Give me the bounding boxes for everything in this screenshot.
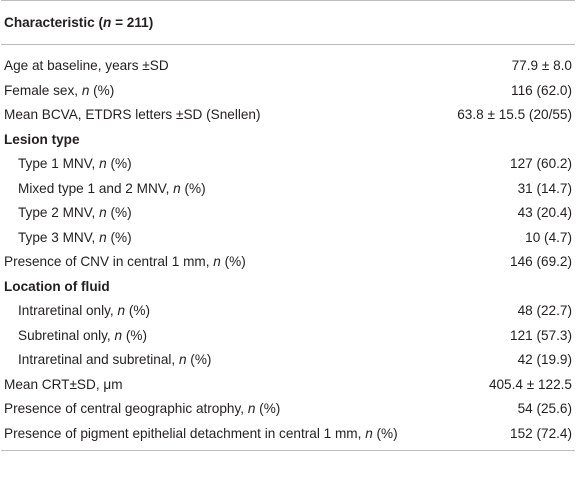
section-heading-cell bbox=[1, 275, 421, 300]
characteristic-italic: n bbox=[99, 205, 107, 220]
characteristic-suffix: (%) bbox=[220, 254, 246, 269]
characteristic-cell bbox=[1, 45, 421, 79]
value-cell: 42 (19.9) bbox=[517, 352, 572, 367]
characteristic-text: Type 1 MNV, bbox=[18, 156, 100, 171]
characteristic-suffix: (%) bbox=[106, 156, 132, 171]
table-row bbox=[1, 422, 575, 451]
characteristic-text: Female sex, bbox=[4, 82, 82, 98]
value-cell bbox=[421, 275, 575, 300]
value-cell: 146 (69.2) bbox=[510, 254, 572, 269]
characteristic-italic: n bbox=[99, 229, 107, 245]
value-cell bbox=[421, 128, 575, 153]
characteristic-text: Type 2 MNV, bbox=[18, 205, 100, 220]
table-header-row bbox=[1, 1, 575, 45]
characteristic-text: Presence of pigment epithelial detachment in central 1 mm, bbox=[4, 425, 366, 441]
table-row bbox=[1, 324, 575, 349]
table-row bbox=[1, 397, 575, 422]
header-italic: n bbox=[102, 15, 112, 30]
header-prefix: Characteristic ( bbox=[4, 15, 103, 30]
value-cell: 54 (25.6) bbox=[517, 401, 572, 416]
characteristic-italic: n bbox=[213, 254, 221, 269]
characteristic-italic: n bbox=[178, 352, 187, 367]
table-row bbox=[1, 79, 575, 104]
characteristic-suffix: (%) bbox=[106, 205, 132, 220]
characteristic-cell bbox=[1, 201, 421, 226]
characteristic-text: Presence of central geographic atrophy, bbox=[4, 401, 248, 416]
value-cell: 48 (22.7) bbox=[517, 303, 572, 318]
characteristic-suffix: (%) bbox=[89, 82, 115, 98]
baseline-characteristics-table bbox=[1, 0, 575, 451]
section-heading-row bbox=[1, 275, 575, 300]
table-row bbox=[1, 103, 575, 128]
value-cell: 63.8 ± 15.5 (20/55) bbox=[457, 107, 572, 122]
characteristic-text: Subretinal only, bbox=[18, 327, 115, 343]
value-cell: 43 (20.4) bbox=[517, 205, 572, 220]
characteristic-text: Presence of CNV in central 1 mm, bbox=[4, 254, 214, 269]
characteristic-cell bbox=[1, 422, 421, 451]
characteristic-italic: n bbox=[173, 180, 181, 196]
table-body bbox=[1, 45, 575, 451]
characteristic-cell bbox=[1, 177, 421, 202]
table-row bbox=[1, 226, 575, 251]
header-suffix: = 211) bbox=[111, 15, 154, 30]
characteristic-text: Location of fluid bbox=[4, 278, 110, 294]
table-header-cell bbox=[1, 1, 575, 45]
characteristic-cell bbox=[1, 250, 421, 275]
table-row bbox=[1, 177, 575, 202]
characteristic-text: Mean BCVA, ETDRS letters ±SD (Snellen) bbox=[4, 107, 261, 122]
characteristic-text: Mean CRT±SD, μm bbox=[4, 376, 123, 392]
characteristic-text: Age at baseline, years ±SD bbox=[4, 58, 169, 73]
characteristic-italic: n bbox=[81, 82, 90, 98]
table-row bbox=[1, 45, 575, 79]
value-cell: 121 (57.3) bbox=[510, 327, 572, 343]
characteristic-text: Mixed type 1 and 2 MNV, bbox=[18, 180, 174, 196]
table-row bbox=[1, 348, 575, 373]
value-cell: 116 (62.0) bbox=[511, 82, 572, 98]
characteristic-italic: n bbox=[117, 303, 126, 318]
section-heading-row bbox=[1, 128, 575, 153]
table-row bbox=[1, 250, 575, 275]
characteristic-text: Type 3 MNV, bbox=[18, 229, 100, 245]
table-row bbox=[1, 152, 575, 177]
value-cell: 31 (14.7) bbox=[517, 180, 572, 196]
characteristic-suffix: (%) bbox=[255, 401, 281, 416]
section-heading-cell bbox=[1, 128, 421, 153]
characteristic-cell bbox=[1, 103, 421, 128]
characteristic-italic: n bbox=[114, 327, 123, 343]
value-cell: 127 (60.2) bbox=[510, 156, 572, 171]
characteristic-suffix: (%) bbox=[186, 352, 212, 367]
value-cell: 10 (4.7) bbox=[525, 229, 572, 245]
characteristic-cell bbox=[1, 348, 421, 373]
value-cell: 405.4 ± 122.5 bbox=[488, 376, 572, 392]
table-row bbox=[1, 373, 575, 398]
characteristic-suffix: (%) bbox=[372, 425, 398, 441]
table-row bbox=[1, 299, 575, 324]
characteristic-cell bbox=[1, 226, 421, 251]
characteristic-italic: n bbox=[247, 401, 256, 416]
characteristic-cell bbox=[1, 299, 421, 324]
characteristic-suffix: (%) bbox=[122, 327, 147, 343]
characteristic-cell bbox=[1, 373, 421, 398]
characteristic-text: Intraretinal only, bbox=[18, 303, 118, 318]
characteristic-italic: n bbox=[99, 156, 107, 171]
characteristic-cell bbox=[1, 397, 421, 422]
value-cell: 77.9 ± 8.0 bbox=[511, 58, 572, 73]
characteristic-suffix: (%) bbox=[106, 229, 132, 245]
characteristic-cell bbox=[1, 79, 421, 104]
table-row bbox=[1, 201, 575, 226]
characteristic-suffix: (%) bbox=[180, 180, 206, 196]
characteristic-cell bbox=[1, 324, 421, 349]
characteristic-text: Intraretinal and subretinal, bbox=[18, 352, 179, 367]
characteristic-text: Lesion type bbox=[4, 131, 80, 147]
characteristic-cell bbox=[1, 152, 421, 177]
characteristic-italic: n bbox=[365, 425, 373, 441]
characteristic-suffix: (%) bbox=[125, 303, 150, 318]
value-cell: 152 (72.4) bbox=[510, 425, 572, 441]
